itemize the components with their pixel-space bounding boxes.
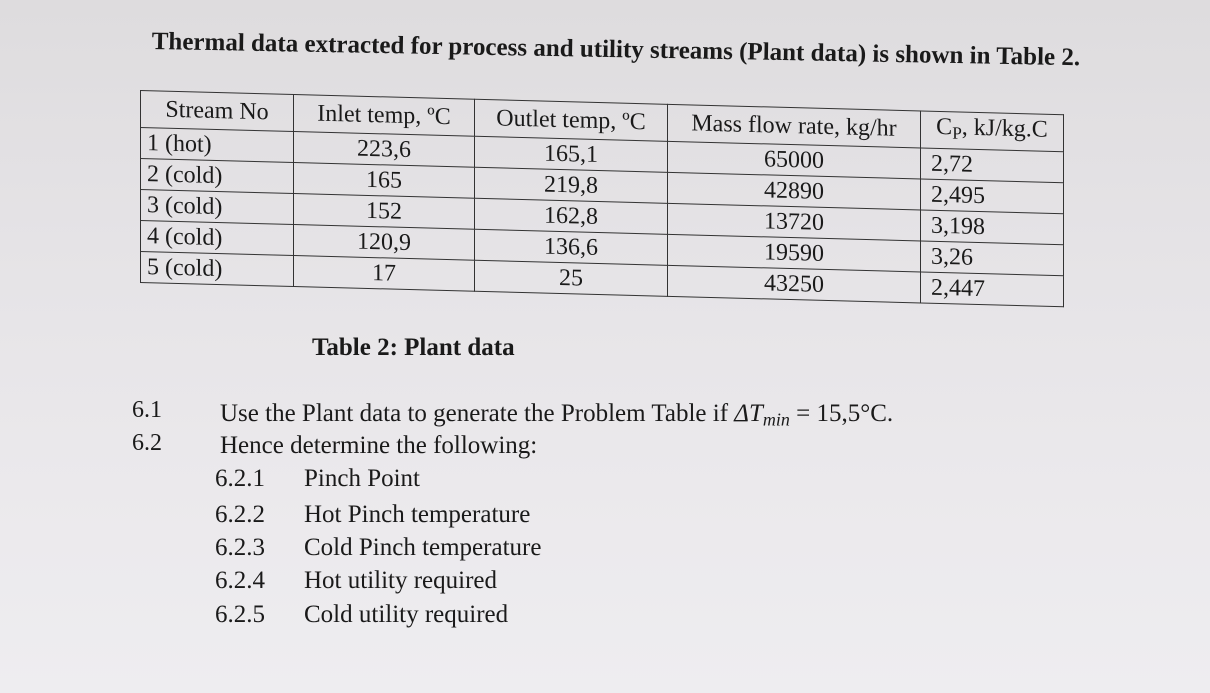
cell-stream: 4 (cold) — [141, 221, 294, 256]
cell-outlet: 165,1 — [475, 137, 668, 173]
delta-t-symbol: ΔT — [734, 400, 763, 427]
cell-outlet: 162,8 — [475, 199, 668, 235]
subitem-number: 6.2.2 — [215, 501, 265, 528]
cell-outlet: 136,6 — [475, 230, 668, 266]
cell-cp: 2,447 — [921, 272, 1064, 307]
plant-data-table — [140, 90, 1064, 308]
cell-outlet: 25 — [475, 261, 668, 297]
header-inlet-temp: Inlet temp, ºC — [294, 95, 475, 137]
cell-cp: 3,26 — [921, 241, 1064, 276]
subitem-text: Cold utility required — [304, 601, 509, 628]
cell-inlet: 17 — [294, 256, 475, 292]
subitem-number: 6.2.5 — [215, 601, 265, 628]
subitem-text: Hot Pinch temperature — [304, 501, 531, 528]
cell-inlet: 223,6 — [294, 132, 475, 168]
question-number: 6.1 — [132, 397, 162, 423]
subitem-text: Cold Pinch temperature — [304, 534, 542, 561]
cell-cp: 2,72 — [921, 148, 1064, 183]
cell-inlet: 165 — [294, 163, 475, 199]
header-cp — [921, 111, 1064, 152]
cell-inlet: 152 — [294, 194, 475, 230]
header-cp-unit: , kJ/kg.C — [961, 114, 1048, 143]
header-cp-subscript: P — [952, 123, 962, 143]
question-text-before: Use the Plant data to generate the Problem Table if — [220, 400, 735, 427]
question-number: 6.2 — [132, 430, 162, 456]
cell-stream: 1 (hot) — [141, 128, 294, 163]
header-stream-no: Stream No — [141, 91, 294, 132]
question-text: Hence determine the following: — [220, 432, 538, 459]
cell-mass: 43250 — [668, 266, 921, 304]
cell-mass: 42890 — [668, 173, 921, 211]
cell-stream: 3 (cold) — [141, 190, 294, 225]
subitem-text: Hot utility required — [304, 567, 498, 594]
subitem-number: 6.2.4 — [215, 567, 265, 594]
cell-mass: 19590 — [668, 235, 921, 273]
question-text-after: = 15,5°C. — [789, 400, 894, 427]
question-text — [220, 400, 893, 431]
subitem-text: Pinch Point — [304, 465, 420, 492]
cell-cp: 3,198 — [921, 210, 1064, 245]
delta-t-subscript: min — [762, 409, 790, 430]
intro-text: Thermal data extracted for process and utility streams (Plant data) is shown in Table 2. — [151, 28, 1081, 72]
cell-cp: 2,495 — [921, 179, 1064, 214]
header-outlet-temp: Outlet temp, ºC — [475, 99, 668, 141]
cell-mass: 13720 — [668, 204, 921, 242]
header-cp-symbol: C — [936, 113, 953, 141]
header-mass-flow: Mass flow rate, kg/hr — [668, 104, 921, 148]
subitem-number: 6.2.1 — [215, 465, 265, 492]
cell-stream: 5 (cold) — [141, 252, 294, 287]
cell-inlet: 120,9 — [294, 225, 475, 261]
subitem-number: 6.2.3 — [215, 534, 265, 561]
cell-mass: 65000 — [668, 142, 921, 180]
cell-stream: 2 (cold) — [141, 159, 294, 194]
cell-outlet: 219,8 — [475, 168, 668, 204]
table-caption: Table 2: Plant data — [312, 334, 515, 361]
